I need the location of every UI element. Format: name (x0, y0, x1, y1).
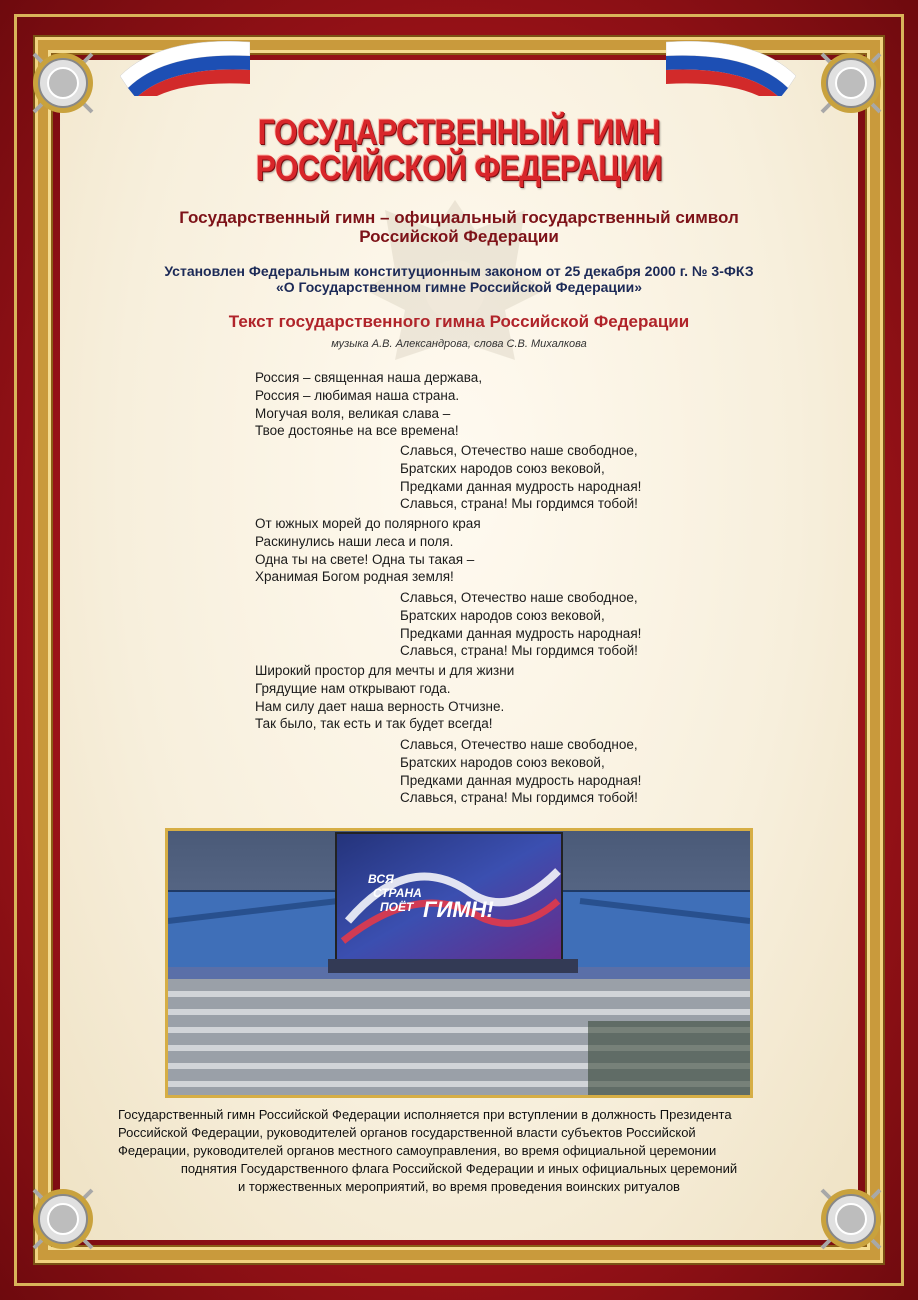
corner-medallion-icon (22, 1178, 104, 1260)
lyric-line: Твое достоянье на все времена! (255, 423, 459, 439)
lyric-line: Славься, Отечество наше свободное, (400, 737, 638, 752)
law-reference-line-1: Установлен Федеральным конституционным законом от 25 декабря 2000 г. № 3-ФКЗ (164, 263, 754, 279)
footer-description (118, 1106, 800, 1196)
lyric-line: От южных морей до полярного края (255, 516, 481, 531)
screen-text-1: ВСЯ (368, 872, 394, 886)
lyric-line: Одна ты на свете! Одна ты такая – (255, 551, 475, 567)
russian-flag-ribbon-right (666, 36, 796, 96)
anthem-credits: музыка А.В. Александрова, слова С.В. Михалкова (331, 338, 587, 350)
corner-medallion-icon (810, 1178, 892, 1260)
law-reference-line-2: «О Государственном гимне Российской Федерации» (275, 279, 643, 295)
stadium-photo (165, 828, 753, 1098)
verse-2 (255, 515, 481, 586)
lyric-line: Россия – любимая наша страна. (255, 387, 460, 403)
lyric-line: Славься, Отечество наше свободное, (400, 443, 638, 458)
lyric-line: Славься, страна! Мы гордимся тобой! (400, 790, 638, 806)
footer-line: Федерации, руководителей органов местного самоуправления, во время официальной церемонии (118, 1143, 717, 1158)
lyric-line: Грядущие нам открывают года. (255, 680, 451, 696)
lyric-line: Предками данная мудрость народная! (400, 625, 642, 641)
russian-flag-ribbon-left (120, 36, 250, 96)
lyric-line: Нам силу дает наша верность Отчизне. (255, 698, 505, 714)
corner-medallion-icon (810, 42, 892, 124)
lyric-line: Хранимая Богом родная земля! (255, 569, 454, 585)
main-title-line-1: ГОСУДАРСТВЕННЫЙ ГИМН (257, 113, 661, 152)
lyric-line: Славься, Отечество наше свободное, (400, 590, 638, 605)
lyric-line: Россия – священная наша держава, (255, 370, 483, 385)
chorus-3 (400, 736, 641, 807)
corner-medallion-icon (22, 42, 104, 124)
lyric-line: Широкий простор для мечты и для жизни (255, 663, 515, 678)
lyric-line: Братских народов союз вековой, (400, 607, 605, 623)
subtitle-line-2: Российской Федерации (359, 227, 559, 246)
lyric-line: Братских народов союз вековой, (400, 754, 605, 770)
lyric-line: Предками данная мудрость народная! (400, 772, 642, 788)
lyric-line: Славься, страна! Мы гордимся тобой! (400, 496, 638, 512)
stadium-scene (168, 831, 750, 1095)
footer-line: Российской Федерации, руководителей органов государственной власти субъектов Российской (118, 1125, 696, 1140)
footer-line: Государственный гимн Российской Федерации исполняется при вступлении в должность Президента (118, 1107, 732, 1122)
lyric-line: Братских народов союз вековой, (400, 460, 605, 476)
lyric-line: Раскинулись наши леса и поля. (255, 533, 454, 549)
chorus-2 (400, 589, 641, 660)
screen-text-2: СТРАНА (373, 886, 422, 900)
chorus-1 (400, 442, 641, 513)
subtitle-line-1: Государственный гимн – официальный государственный символ (179, 208, 739, 227)
footer-line: и торжественных мероприятий, во время проведения воинских ритуалов (238, 1179, 680, 1194)
lyric-line: Могучая воля, великая слава – (255, 405, 451, 421)
screen-text-3: ПОЁТ (380, 900, 414, 914)
lyric-line: Так было, так есть и так будет всегда! (255, 716, 493, 732)
screen-text-4: ГИМН! (423, 897, 494, 922)
main-title-line-2: РОССИЙСКОЙ ФЕДЕРАЦИИ (255, 149, 663, 188)
lyric-line: Предками данная мудрость народная! (400, 478, 642, 494)
lyric-line: Славься, страна! Мы гордимся тобой! (400, 643, 638, 659)
verse-1 (255, 369, 482, 440)
verse-3 (255, 662, 514, 733)
footer-line: поднятия Государственного флага Российской Федерации и иных официальных церемоний (180, 1161, 738, 1176)
anthem-text-heading: Текст государственного гимна Российской Федерации (228, 312, 690, 331)
